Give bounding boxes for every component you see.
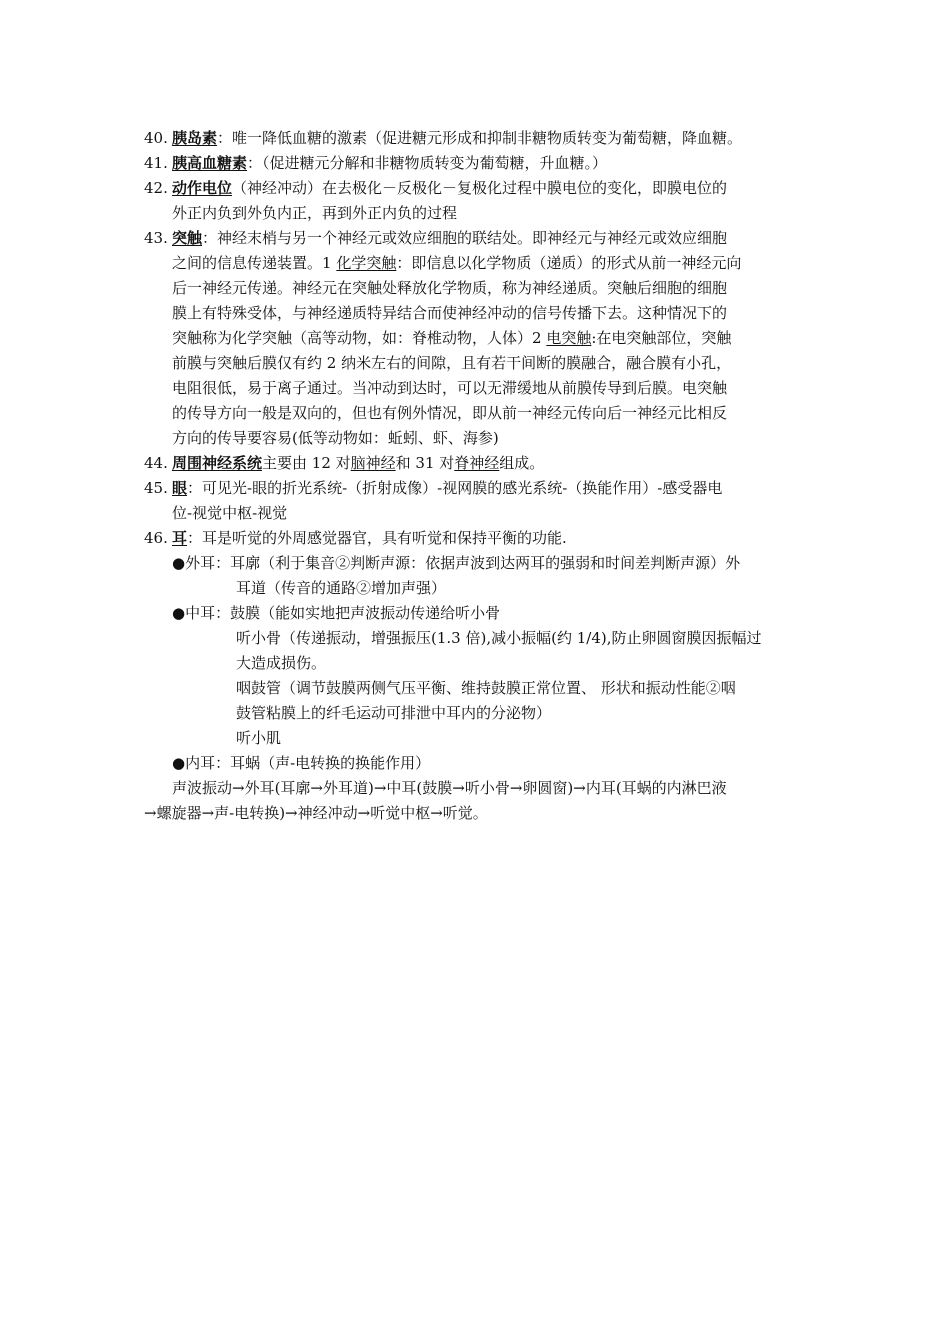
item-43-line2: 之间的信息传递装置。1 化学突触：即信息以化学物质（递质）的形式从前一神经元向 (172, 254, 742, 272)
term-eye: 眼 (172, 479, 188, 497)
hearing-pathway-line2: →螺旋器→声-电转换)→神经冲动→听觉中枢→听觉。 (144, 804, 488, 822)
term-cranial-nerves: 脑神经 (350, 454, 396, 472)
document-page: 40. 胰岛素：唯一降低血糖的激素（促进糖元形成和抑制非糖物质转变为葡萄糖，降血糖。 41. 胰高血糖素：（促进糖元分解和非糖物质转变为葡萄糖，升血糖。） 42. 动作电位（神经冲动）在去极化－反极化－复极化过程中膜电位的变化，即膜电位的 外正内负到外负内正，再到外正内负的过程 43. 突触：神经末梢与另一个神经元或效应细胞的联结处。即神经元与神经元或效应细胞 之间的信息传递装置。1 化学突触：即信息以化学物质（递质）的形式从前一神经元向 后一神经元传递。神经元在突触处释放化学物质，称为神经递质。突触后细胞的细胞 膜上有特殊受体，与神经递质特异结合而使神经冲动的信号传播下去。这种情况下的 突触称为化学突触（高等动物，如：脊椎动物，人体）2 电突触:在电突触部位，突触 前膜与突触后膜仅有约 2 纳米左右的间隙，且有若干间断的膜融合，融合膜有小孔， 电阻很低，易于离子通过。当冲动到达时，可以无滞缓地从前膜传导到后膜。电突触 的传导方向一般是双向的，但也有例外情况，即从前一神经元传向后一神经元比相反 方向的传导要容易(低等动物如：蚯蚓、虾、海参) 44. 周围神经系统主要由 12 对脑神经和 31 对脊神经组成。 45. 眼：可见光-眼的折光系统-（折射成像）-视网膜的感光系统-（换能作用）-感受器电 位-视觉中枢-视觉 46. 耳：耳是听觉的外周感觉器官，具有听觉和保持平衡的功能. ●外耳：耳廓（利于集音②判断声源：依据声波到达两耳的强弱和时间差判断声源）外 耳道（传音的通路②增加声强） ●中耳：鼓膜（能如实地把声波振动传递给听小骨 听小骨（传递振动，增强振压(1.3 倍),减小振幅(约 1/4),防止卵圆窗膜因振幅过 大造成损伤。 咽鼓管（调节鼓膜两侧气压平衡、维持鼓膜正常位置、 形状和振动性能②咽 鼓管粘膜上的纤毛运动可排泄中耳内的分泌物） 听小肌 ●内耳：耳蜗（声-电转换的换能作用） 声波振动→外耳(耳廓→外耳道)→中耳(鼓膜→听小骨→卵圆窗)→内耳(耳蜗的内淋巴液 →螺旋器→声-电转换)→神经冲动→听觉中枢→听觉。 (0, 0, 950, 1344)
middle-ear-line1: ●中耳：鼓膜（能如实地把声波振动传递给听小骨 (172, 604, 501, 622)
item-43-line7: 电阻很低，易于离子通过。当冲动到达时，可以无滞缓地从前膜传导到后膜。电突触 (172, 379, 728, 397)
term-electrical-synapse: 电突触 (546, 329, 592, 347)
term-action-potential: 动作电位 (172, 179, 233, 197)
eustachian-tube-line2: 鼓管粘膜上的纤毛运动可排泄中耳内的分泌物） (236, 704, 552, 722)
item-text: ：神经末梢与另一个神经元或效应细胞的联结处。即神经元与神经元或效应细胞 (202, 229, 728, 247)
outer-ear-line1: ●外耳：耳廓（利于集音②判断声源：依据声波到达两耳的强弱和时间差判断声源）外 (172, 554, 741, 572)
item-42-cont: 外正内负到外负内正，再到外正内负的过程 (172, 204, 458, 222)
item-number: 46. (144, 529, 168, 547)
ossicles-line2: 大造成损伤。 (236, 654, 327, 672)
item-43-line6: 前膜与突触后膜仅有约 2 纳米左右的间隙，且有若干间断的膜融合，融合膜有小孔， (172, 354, 732, 372)
term-peripheral-nervous-system: 周围神经系统 (172, 454, 263, 472)
item-number: 44. (144, 454, 168, 472)
item-43-line5: 突触称为化学突触（高等动物，如：脊椎动物，人体）2 电突触:在电突触部位，突触 (172, 329, 732, 347)
item-text: ：唯一降低血糖的激素（促进糖元形成和抑制非糖物质转变为葡萄糖，降血糖。 (217, 129, 743, 147)
item-43-line4: 膜上有特殊受体，与神经递质特异结合而使神经冲动的信号传播下去。这种情况下的 (172, 304, 728, 322)
item-43-line9: 方向的传导要容易(低等动物如：蚯蚓、虾、海参) (172, 429, 499, 447)
item-text: ：耳是听觉的外周感觉器官，具有听觉和保持平衡的功能. (187, 529, 567, 547)
eustachian-tube-line1: 咽鼓管（调节鼓膜两侧气压平衡、维持鼓膜正常位置、 形状和振动性能②咽 (236, 679, 736, 697)
ossicles-line1: 听小骨（传递振动，增强振压(1.3 倍),减小振幅(约 1/4),防止卵圆窗膜因振幅过 (236, 629, 762, 647)
item-43-line3: 后一神经元传递。神经元在突触处释放化学物质，称为神经递质。突触后细胞的细胞 (172, 279, 728, 297)
item-number: 41. (144, 154, 168, 172)
term-glucagon: 胰高血糖素 (172, 154, 248, 172)
hearing-pathway-line1: 声波振动→外耳(耳廓→外耳道)→中耳(鼓膜→听小骨→卵圆窗)→内耳(耳蜗的内淋巴液 (172, 779, 727, 797)
ossicle-muscle: 听小肌 (236, 729, 282, 747)
item-45-cont: 位-视觉中枢-视觉 (172, 504, 288, 522)
term-ear: 耳 (172, 529, 188, 547)
item-number: 43. (144, 229, 168, 247)
item-text: （神经冲动）在去极化－反极化－复极化过程中膜电位的变化，即膜电位的 (232, 179, 728, 197)
inner-ear-line: ●内耳：耳蜗（声-电转换的换能作用） (172, 754, 431, 772)
item-number: 42. (144, 179, 168, 197)
item-text: ：可见光-眼的折光系统-（折射成像）-视网膜的感光系统-（换能作用）-感受器电 (187, 479, 723, 497)
item-43-line8: 的传导方向一般是双向的，但也有例外情况，即从前一神经元传向后一神经元比相反 (172, 404, 728, 422)
item-number: 40. (144, 129, 168, 147)
term-insulin: 胰岛素 (172, 129, 218, 147)
term-synapse: 突触 (172, 229, 203, 247)
outer-ear-line2: 耳道（传音的通路②增加声强） (236, 579, 447, 597)
term-chemical-synapse: 化学突触 (336, 254, 397, 272)
term-spinal-nerves: 脊神经 (454, 454, 500, 472)
item-text: ：（促进糖元分解和非糖物质转变为葡萄糖，升血糖。） (247, 154, 608, 172)
item-number: 45. (144, 479, 168, 497)
